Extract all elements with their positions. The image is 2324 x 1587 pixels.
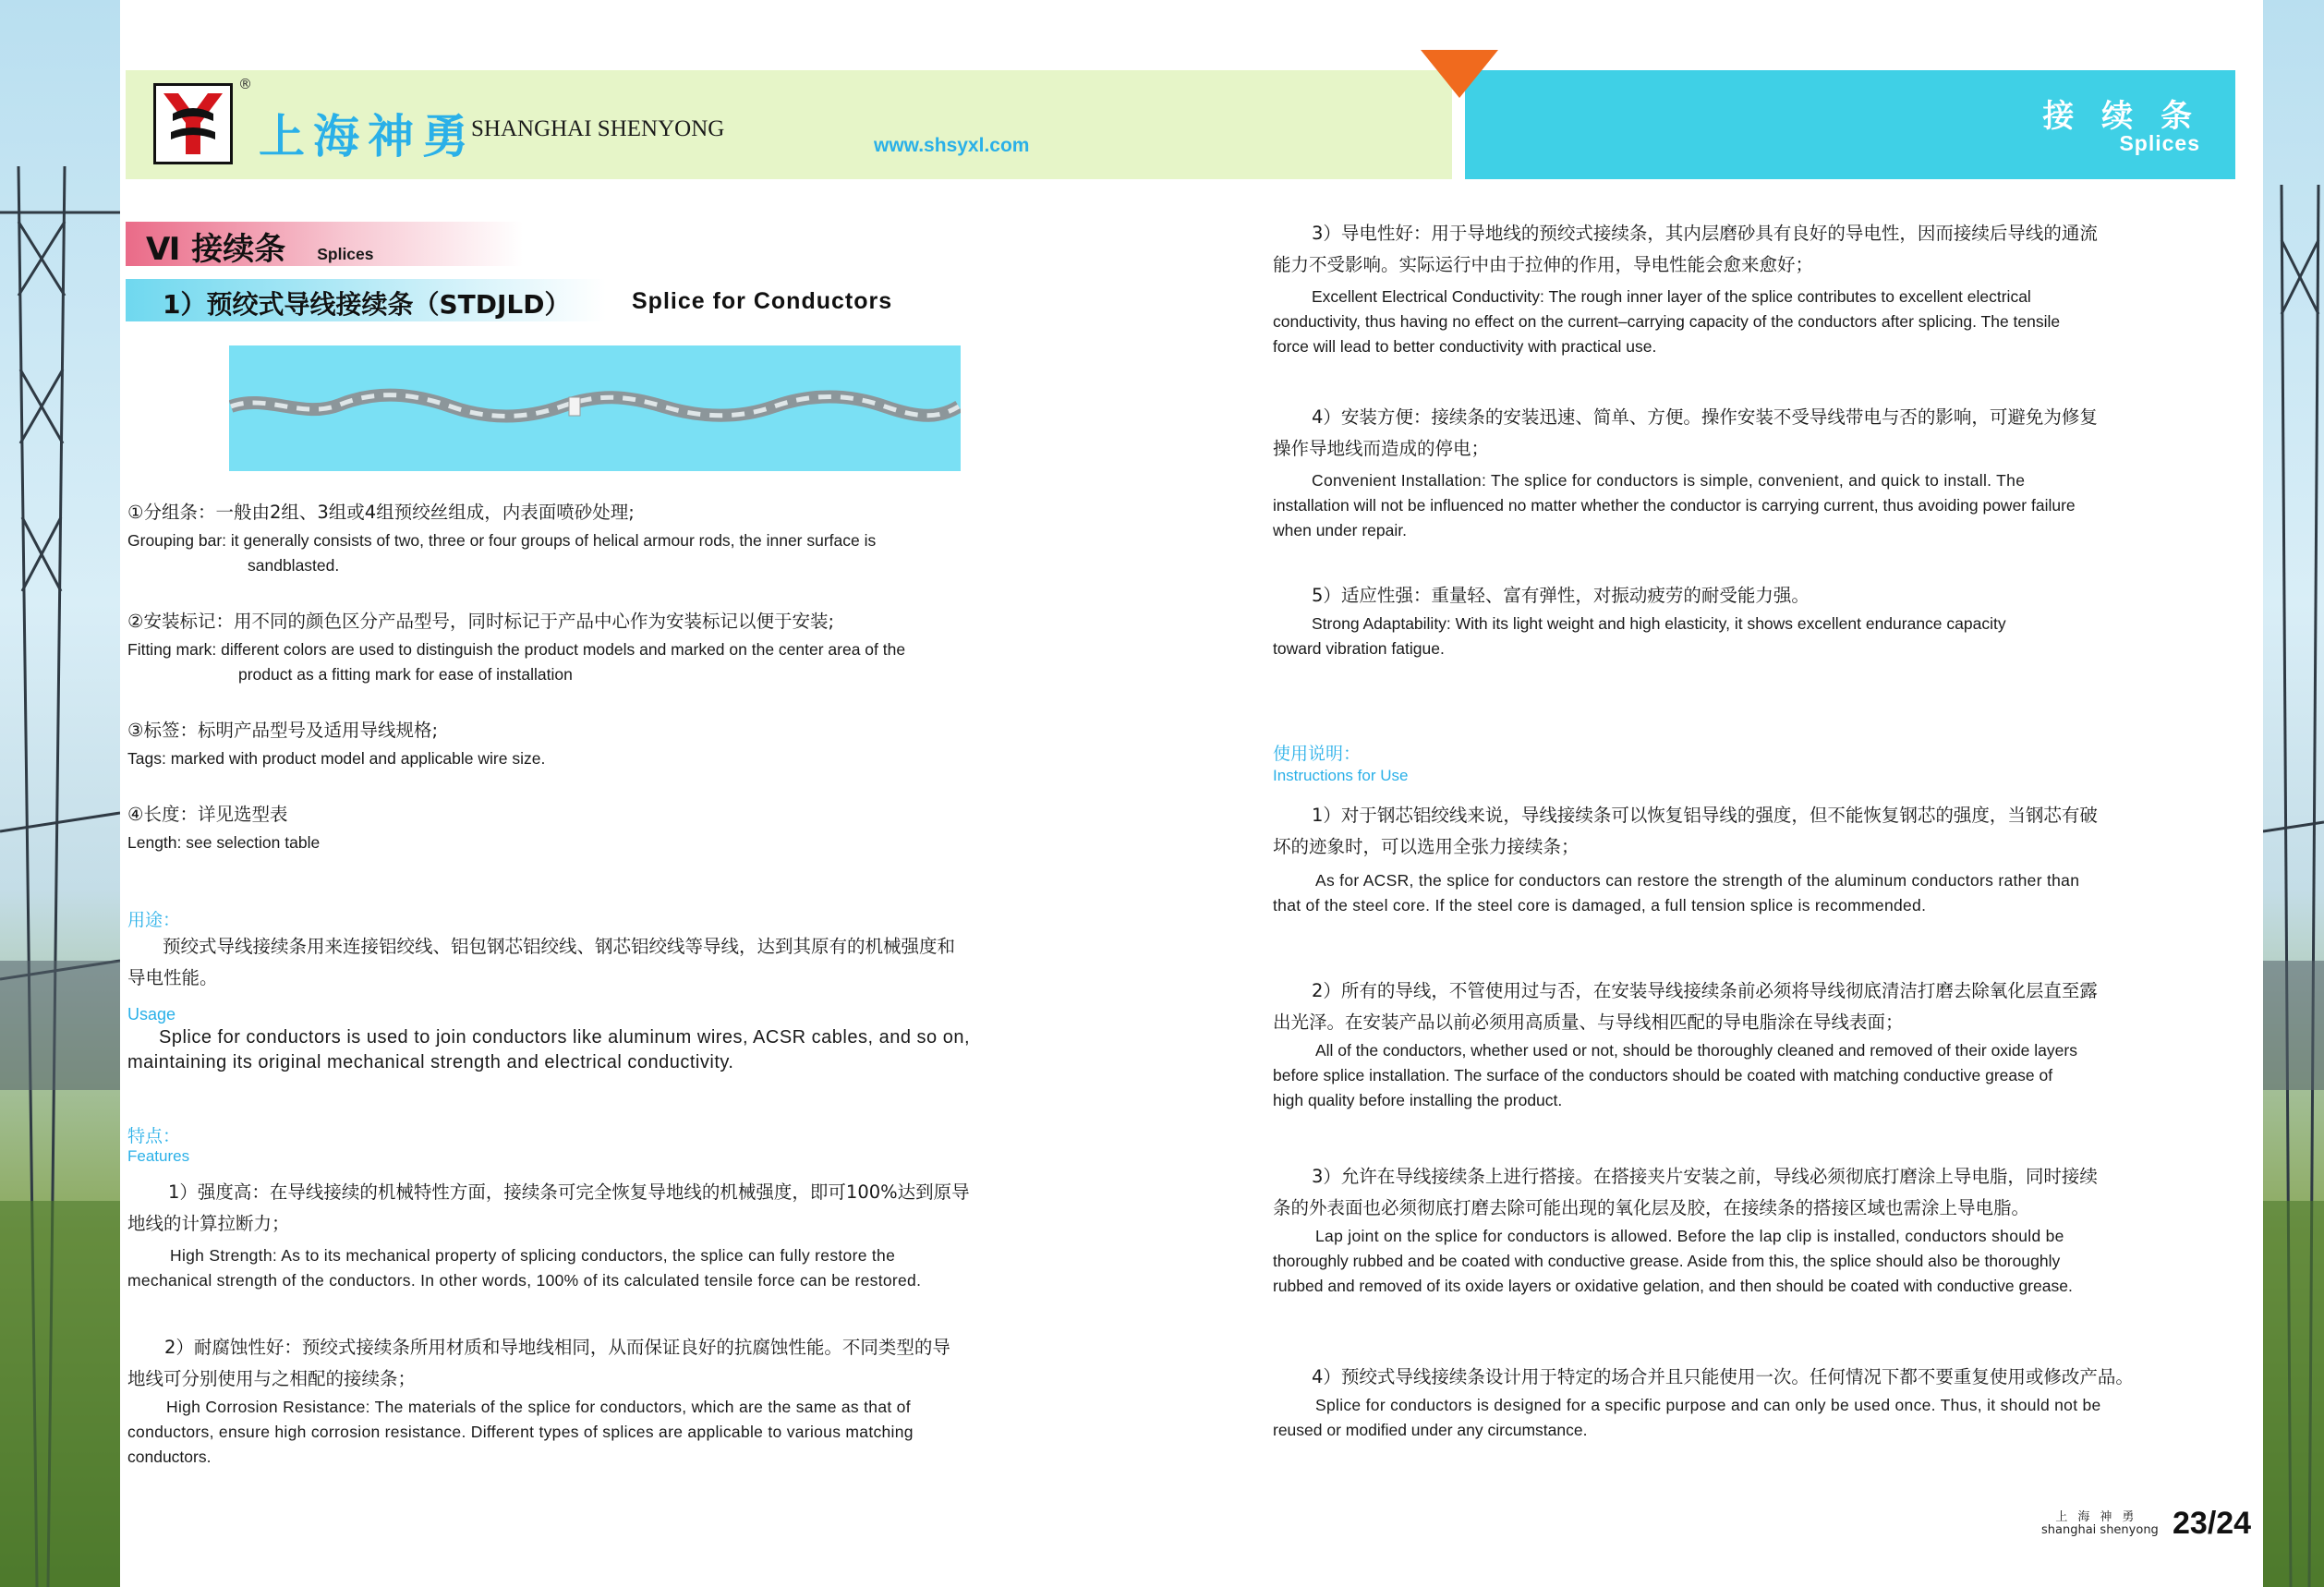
feature-3-en-end: force will lead to better conductivity with practical use. bbox=[1273, 337, 1657, 356]
footer-brand bbox=[2041, 1511, 2159, 1537]
company-logo bbox=[153, 83, 233, 164]
usage-block bbox=[127, 909, 1070, 1075]
feature-3-cn-cont: 能力不受影响。实际运行中由于拉伸的作用，导电性能会愈来愈好； bbox=[1273, 254, 1814, 275]
item-en-cont: sandblasted. bbox=[248, 556, 340, 575]
feature-2-cn: 2）耐腐蚀性好：预绞式接续条所用材质和导地线相同，从而保证良好的抗腐蚀性能。不同类型的导 bbox=[164, 1337, 950, 1358]
feature-3 bbox=[1273, 218, 2202, 359]
logo-icon bbox=[156, 86, 230, 162]
usage-heading-cn: 用途： bbox=[127, 910, 181, 930]
instruction-1-en-cont: that of the steel core. If the steel core is damaged, a full tension splice is recommended. bbox=[1273, 896, 1927, 915]
footer-brand-en: shanghai shenyong bbox=[2041, 1523, 2159, 1537]
usage-cn: 预绞式导线接续条用来连接铝绞线、铝包钢芯铝绞线、钢芯铝绞线等导线，达到其原有的机械强度和 bbox=[163, 936, 956, 957]
subsection-title-en: Splice for Conductors bbox=[632, 288, 893, 314]
feature-2-en-end: conductors. bbox=[127, 1448, 212, 1466]
subsection-title-cn: 1）预绞式导线接续条（STDJLD） bbox=[163, 289, 571, 320]
registered-mark: ® bbox=[238, 76, 252, 92]
item-grouping-bar bbox=[127, 497, 1070, 578]
item-tags bbox=[127, 715, 1070, 771]
feature-5 bbox=[1273, 580, 2202, 661]
item-fitting-mark bbox=[127, 606, 1070, 687]
item-length bbox=[127, 799, 1070, 855]
feature-4-en-cont: installation will not be influenced no matter whether the conductor is carrying current, thus avoiding power failure bbox=[1273, 496, 2076, 515]
feature-3-en: Excellent Electrical Conductivity: The rough inner layer of the splice contributes to excellent electrical bbox=[1312, 287, 2031, 306]
item-cn: ②安装标记：用不同的颜色区分产品型号，同时标记于产品中心作为安装标记以便于安装; bbox=[127, 611, 835, 632]
page-number: 23/24 bbox=[2173, 1506, 2252, 1541]
instruction-1-cn-cont: 坏的迹象时，可以选用全张力接续条； bbox=[1273, 836, 1580, 857]
usage-cn-cont: 导电性能。 bbox=[127, 967, 218, 988]
feature-3-en-cont: conductivity, thus having no effect on the current–carrying capacity of the conductors after splicing. The tensile bbox=[1273, 312, 2061, 331]
website-link[interactable]: www.shsyxl.com bbox=[874, 135, 1030, 156]
item-cn: ④长度：详见选型表 bbox=[127, 804, 288, 825]
brand-name-cn: 上海神勇 bbox=[259, 110, 477, 164]
instruction-1-en: As for ACSR, the splice for conductors can restore the strength of the aluminum conductors rather than bbox=[1315, 871, 2080, 890]
feature-5-cn: 5）适应性强：重量轻、富有弹性，对振动疲劳的耐受能力强。 bbox=[1312, 585, 1810, 606]
usage-en-cont: maintaining its original mechanical strength and electrical conductivity. bbox=[127, 1052, 734, 1072]
feature-2-en: High Corrosion Resistance: The materials of the splice for conductors, which are the same as that of bbox=[166, 1398, 911, 1416]
instruction-3-en-end: rubbed and removed of its oxide layers or oxidative gelation, and then should be coated with conductive grease. bbox=[1273, 1277, 2073, 1295]
instruction-1-cn: 1）对于钢芯铝绞线来说，导线接续条可以恢复铝导线的强度，但不能恢复钢芯的强度，当钢芯有破 bbox=[1312, 805, 2098, 826]
instruction-2-en: All of the conductors, whether used or not, should be thoroughly cleaned and removed of their oxide layers bbox=[1315, 1041, 2077, 1060]
instruction-4-en-cont: reused or modified under any circumstance. bbox=[1273, 1421, 1588, 1439]
section-title bbox=[146, 224, 374, 269]
tower-photo-left bbox=[0, 0, 120, 1587]
feature-2-cn-cont: 地线可分别使用与之相配的接续条； bbox=[127, 1368, 417, 1389]
item-en: Length: see selection table bbox=[127, 833, 321, 852]
right-column bbox=[1273, 218, 2202, 1443]
feature-1-en-cont: mechanical strength of the conductors. In other words, 100% of its calculated tensile force can be restored. bbox=[127, 1271, 922, 1290]
instructions-heading-cn: 使用说明： bbox=[1273, 744, 1362, 764]
header-title-cn: 接 续 条 bbox=[2042, 98, 2200, 135]
features-block bbox=[127, 1125, 1070, 1470]
instruction-3-cn: 3）允许在导线接续条上进行搭接。在搭接夹片安装之前，导线必须彻底打磨涂上导电脂，同时接续 bbox=[1312, 1166, 2098, 1187]
splice-rod-image bbox=[229, 345, 961, 471]
instruction-3-cn-cont: 条的外表面也必须彻底打磨去除可能出现的氧化层及胶，在接续条的搭接区域也需涂上导电脂。 bbox=[1273, 1197, 2030, 1218]
instruction-3-en: Lap joint on the splice for conductors is allowed. Before the lap clip is installed, conductors should be bbox=[1315, 1227, 2064, 1245]
usage-heading-en: Usage bbox=[127, 1005, 176, 1024]
usage-en: Splice for conductors is used to join conductors like aluminum wires, ACSR cables, and so on, bbox=[159, 1027, 971, 1048]
right-photo-strip bbox=[2263, 0, 2324, 1587]
feature-1-en: High Strength: As to its mechanical property of splicing conductors, the splice can fully restore the bbox=[170, 1246, 896, 1265]
section-title-cn: Ⅵ 接续条 bbox=[146, 231, 286, 268]
brand-name-en: SHANGHAI SHENYONG bbox=[471, 116, 725, 141]
product-image bbox=[229, 345, 961, 471]
item-cn: ③标签：标明产品型号及适用导线规格; bbox=[127, 720, 439, 741]
instruction-4-en: Splice for conductors is designed for a specific purpose and can only be used once. Thus, it should not be bbox=[1315, 1396, 2101, 1414]
left-column bbox=[127, 497, 1070, 1470]
features-heading-en: Features bbox=[127, 1147, 190, 1165]
instructions-heading-en: Instructions for Use bbox=[1273, 767, 1409, 784]
features-heading-cn: 特点： bbox=[127, 1126, 181, 1146]
left-photo-strip bbox=[0, 0, 120, 1587]
instructions-block bbox=[1273, 743, 2202, 1443]
feature-2-en-cont: conductors, ensure high corrosion resistance. Different types of splices are applicable to various matching bbox=[127, 1423, 914, 1441]
feature-1-cn: 1）强度高：在导线接续的机械特性方面，接续条可完全恢复导地线的机械强度，即可100%达到原导 bbox=[168, 1181, 970, 1203]
feature-4-en: Convenient Installation: The splice for conductors is simple, convenient, and quick to install. The bbox=[1312, 471, 2026, 490]
instruction-3-en-cont: thoroughly rubbed and be coated with conductive grease. Aside from this, the splice should also be thoroughly bbox=[1273, 1252, 2061, 1270]
feature-4-cn-cont: 操作导地线而造成的停电； bbox=[1273, 438, 1490, 459]
item-en-cont: product as a fitting mark for ease of installation bbox=[238, 665, 573, 684]
header-orange-triangle bbox=[1421, 50, 1498, 98]
instruction-2-cn-cont: 出光泽。在安装产品以前必须用高质量、与导线相匹配的导电脂涂在导线表面； bbox=[1273, 1012, 1904, 1033]
instruction-2-cn: 2）所有的导线，不管使用过与否，在安装导线接续条前必须将导线彻底清洁打磨去除氧化层直至露 bbox=[1312, 980, 2098, 1001]
instruction-2-en-end: high quality before installing the product. bbox=[1273, 1091, 1563, 1109]
item-en: Tags: marked with product model and applicable wire size. bbox=[127, 749, 546, 768]
tower-photo-right bbox=[2263, 0, 2324, 1587]
header-title-en: Splices bbox=[2119, 131, 2200, 155]
footer-brand-cn: 上海神勇 bbox=[2055, 1510, 2145, 1524]
feature-1-cn-cont: 地线的计算拉断力； bbox=[127, 1213, 290, 1234]
item-en: Grouping bar: it generally consists of two, three or four groups of helical armour rods, the inner surface is bbox=[127, 531, 877, 550]
item-cn: ①分组条：一般由2组、3组或4组预绞丝组成，内表面喷砂处理; bbox=[127, 502, 635, 523]
instruction-4-cn: 4）预绞式导线接续条设计用于特定的场合并且只能使用一次。任何情况下都不要重复使用或修改产品。 bbox=[1312, 1366, 2134, 1387]
section-title-en: Splices bbox=[317, 245, 374, 263]
feature-5-en-cont: toward vibration fatigue. bbox=[1273, 639, 1445, 658]
feature-4 bbox=[1273, 402, 2202, 543]
instruction-2-en-cont: before splice installation. The surface of the conductors should be coated with matching conductive grease of bbox=[1273, 1066, 2053, 1084]
feature-4-cn: 4）安装方便：接续条的安装迅速、简单、方便。操作安装不受导线带电与否的影响，可避免为修复 bbox=[1312, 406, 2098, 428]
feature-4-en-end: when under repair. bbox=[1273, 521, 1407, 539]
feature-5-en: Strong Adaptability: With its light weight and high elasticity, it shows excellent endurance capacity bbox=[1312, 614, 2006, 633]
item-en: Fitting mark: different colors are used to distinguish the product models and marked on the center area of the bbox=[127, 640, 906, 659]
feature-3-cn: 3）导电性好：用于导地线的预绞式接续条，其内层磨砂具有良好的导电性，因而接续后导线的通流 bbox=[1312, 223, 2098, 244]
